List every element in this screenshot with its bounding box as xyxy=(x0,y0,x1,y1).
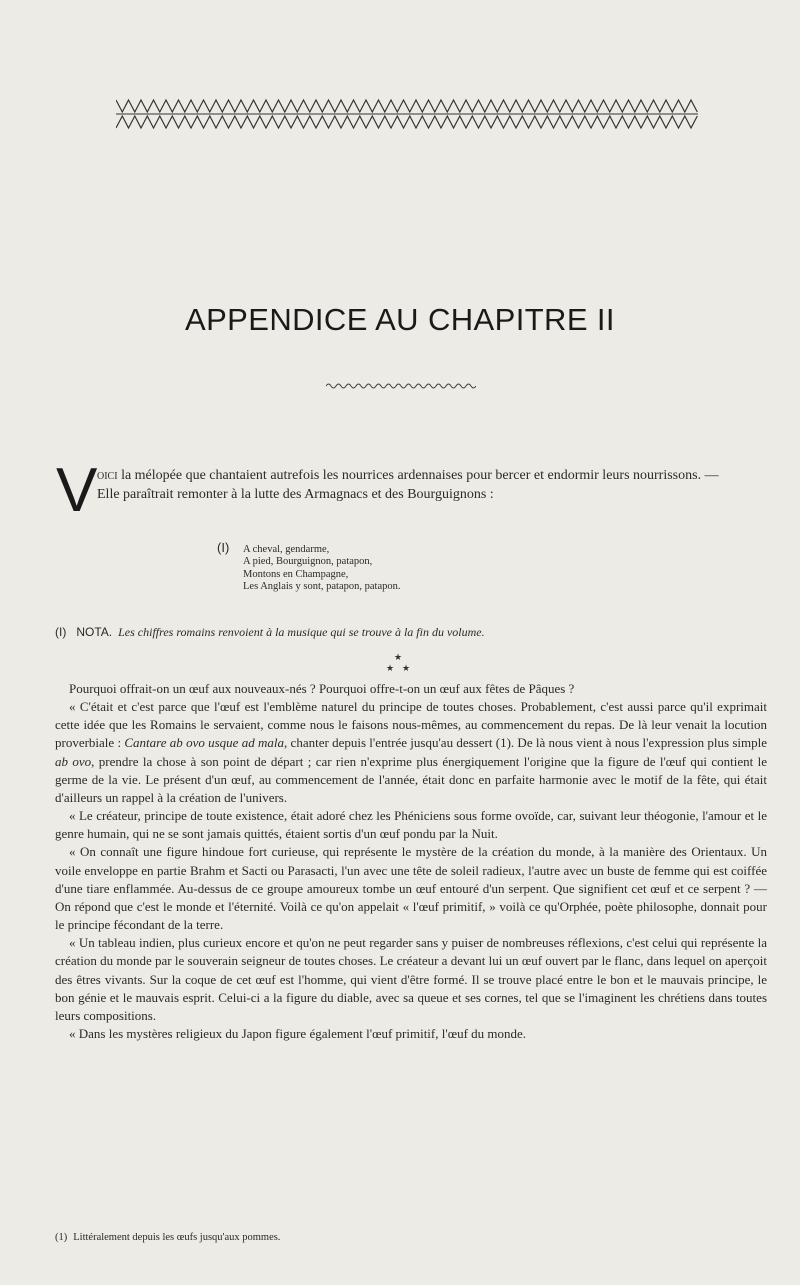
nota-label: NOTA. xyxy=(76,625,113,639)
nota-note xyxy=(55,625,485,640)
paragraph-indian-painting: « Un tableau indien, plus curieux encore et qu'on ne peut regarder sans y puiser de nombreuses réflexions, c'est celui qui représente la création du monde par le souverain seigneur de toutes choses. Le créateur a devant lui un œuf ouvert par le flanc, dans lequel on aperçoit des êtres vivants. Sur la coque de cet œuf est l'homme, qui vient d'être formé. Il se trouve placé entre le bon et le mauvais principe, le bon génie et le mauvais esprit. Celui-ci a la figure du diable, avec sa queue et ses cornes, tel que se l'imaginent les chrétiens dans toutes leurs compositions. xyxy=(55,935,767,1023)
paragraph-japan: « Dans les mystères religieux du Japon figure également l'œuf primitif, l'œuf du monde. xyxy=(69,1025,527,1041)
footnote xyxy=(55,1232,280,1243)
zigzag-frieze-ornament xyxy=(116,98,698,130)
nota-text: Les chiffres romains renvoient à la musique qui se trouve à la fin du volume. xyxy=(118,625,485,639)
verse-line-4: Les Anglais y sont, patapon, patapon. xyxy=(243,581,401,593)
footnote-marker: (1) xyxy=(55,1232,68,1243)
paragraph-phoenicians: « Le créateur, principe de toute existence, était adoré chez les Phéniciens sous forme ovoïde, car, suivant leur théogonie, l'amour et le genre humain, qui ne se sont jamais quittés, étaient sortis d'un œuf pondu par la Nuit. xyxy=(55,808,767,842)
paragraph-egg-emblem: « C'était et c'est parce que l'œuf est l'emblème naturel du principe de toutes choses. Probablement, c'est aussi parce qu'il exprimait cette idée que les Romains le servaient, comme nous le faisons nous-mêmes, au commencement du repas. De là leur venait la locution proverbiale : Cantare ab ovo usque ad mala, chanter depuis l'entrée jusqu'au dessert (1). De là nous vient à nous l'expression plus simple ab ovo, prendre la chose à son point de départ ; car rien n'exprime plus énergiquement l'origine que la figure de l'œuf qui contient le germe de la vie. Le présent d'un œuf, au commencement de l'année, était donc en parfaite harmonie avec le motif de la fête, qui était d'ailleurs un rappel à la création de l'univers. xyxy=(55,699,767,805)
main-text xyxy=(55,680,767,1043)
svg-text:★: ★ xyxy=(401,664,411,674)
verse-line-3: Montons en Champagne, xyxy=(243,568,349,580)
latin-ab-ovo: ab ovo xyxy=(55,753,92,769)
paragraph-easter-question: Pourquoi offrait-on un œuf aux nouveaux-nés ? Pourquoi offre-t-on un œuf aux fêtes de Pâques ? xyxy=(69,681,575,696)
latin-proverb: Cantare ab ovo usque ad mala xyxy=(124,735,285,751)
wavy-divider-ornament xyxy=(326,381,476,391)
intro-paragraph xyxy=(56,456,727,525)
lullaby-verse xyxy=(217,540,401,594)
footnote-text: Littéralement depuis les œufs jusqu'aux pommes. xyxy=(73,1232,281,1243)
verse-line-2: A pied, Bourguignon, patapon, xyxy=(243,556,373,568)
intro-first-word: oici xyxy=(97,468,118,483)
nota-marker: (I) xyxy=(55,625,67,639)
svg-text:★: ★ xyxy=(393,653,403,663)
drop-cap: V xyxy=(56,456,98,525)
chapter-title: APPENDICE AU CHAPITRE II xyxy=(185,302,615,337)
verse-line-1: A cheval, gendarme, xyxy=(243,544,330,555)
music-note-marker: (I) xyxy=(217,540,230,555)
intro-body: la mélopée que chantaient autrefois les nourrices ardennaises pour bercer et endormir leurs nourrissons. — Elle paraîtrait remonter à la lutte des Armagnacs et des Bourguignons : xyxy=(97,468,719,502)
asterism-separator-icon xyxy=(384,652,412,674)
svg-text:★: ★ xyxy=(385,664,395,674)
intro-text xyxy=(97,466,727,504)
paragraph-hindu-figure: « On connaît une figure hindoue fort curieuse, qui représente le mystère de la création du monde, à la manière des Orientaux. Un voile enveloppe en partie Brahm et Sacti ou Parasacti, l'un avec une tête de soleil radieux, l'autre avec un buste de femme qui est coiffée d'une tiare enflammée. Au-dessus de ce groupe amoureux tombe un œuf entouré d'un serpent. Que signifient cet œuf et ce serpent ? — On répond que c'est le monde et l'éternité. Voilà ce qu'on appelait « l'œuf primitif, » voilà ce qu'Orphée, poète philosophe, donnait pour le principe fécondant de la terre. xyxy=(55,844,767,933)
